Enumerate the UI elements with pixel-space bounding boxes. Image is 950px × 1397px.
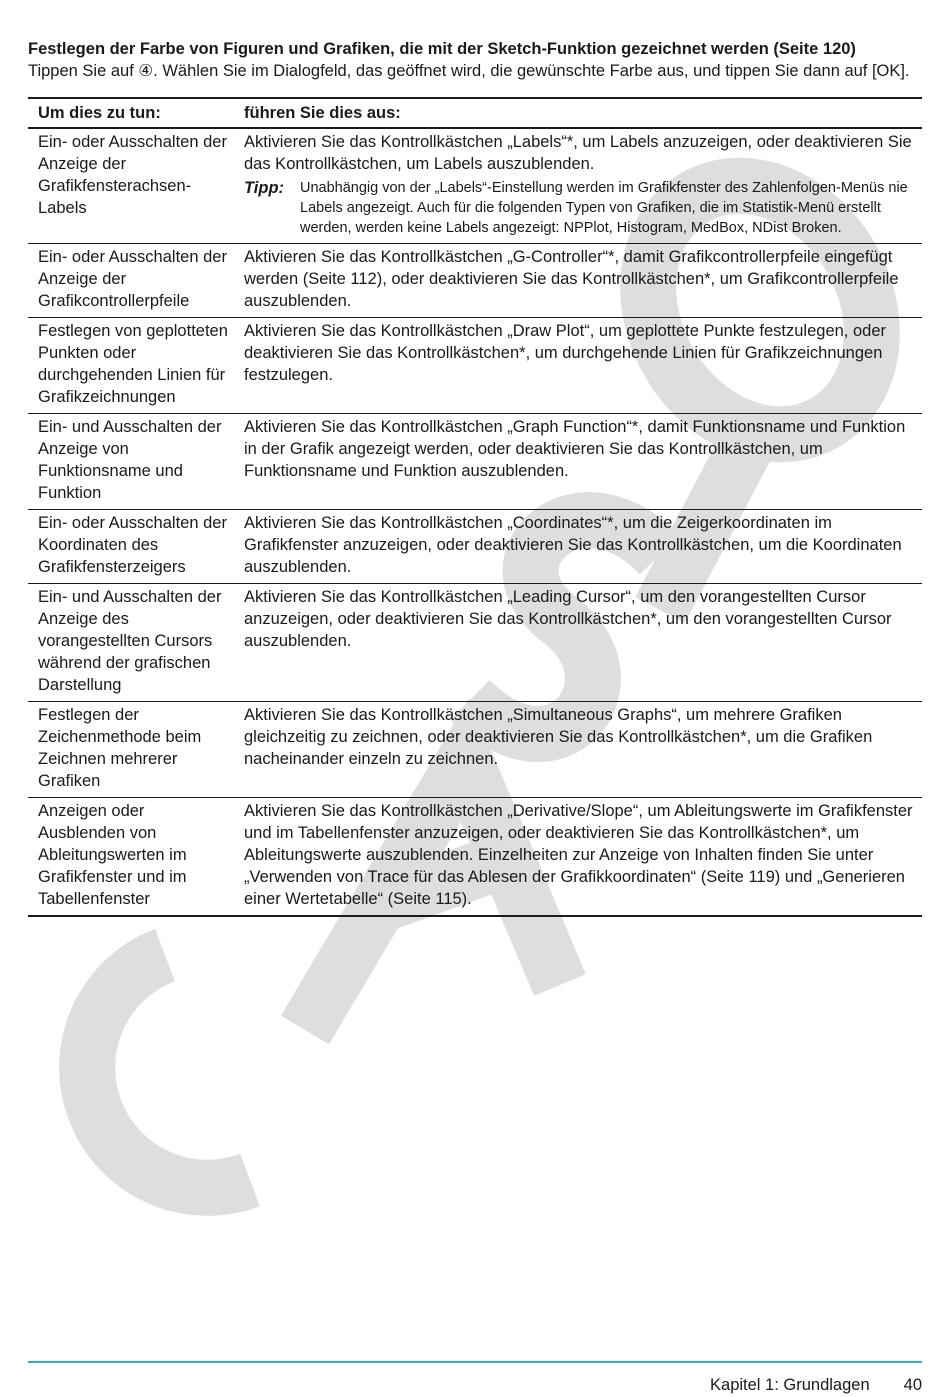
task-cell: Ein- und Ausschalten der Anzeige von Funktionsname und Funktion bbox=[28, 414, 234, 510]
action-cell: Aktivieren Sie das Kontrollkästchen „Draw Plot“, um geplottete Punkte festzulegen, oder deaktivieren Sie das Kontrollkästchen*, um durchgehende Linien für Grafikzeichnungen festzulegen. bbox=[234, 318, 922, 414]
table-header-row bbox=[28, 98, 922, 128]
table-row bbox=[28, 510, 922, 584]
table-row bbox=[28, 414, 922, 510]
column-header-task: Um dies zu tun: bbox=[28, 98, 234, 128]
action-cell: Aktivieren Sie das Kontrollkästchen „G-Controller“*, damit Grafikcontrollerpfeile eingefügt werden (Seite 112), oder deaktivieren Sie das Kontrollkästchen*, um Grafikcontrollerpfeile auszublenden. bbox=[234, 244, 922, 318]
footer-rule bbox=[28, 1361, 922, 1363]
section-intro: Tippen Sie auf ④. Wählen Sie im Dialogfeld, das geöffnet wird, die gewünschte Farbe aus, und tippen Sie dann auf [OK]. bbox=[28, 62, 910, 80]
tip-label: Tipp: bbox=[244, 179, 285, 197]
action-cell: Aktivieren Sie das Kontrollkästchen „Coordinates“*, um die Zeigerkoordinaten im Grafikfenster anzuzeigen, oder deaktivieren Sie das Kontrollkästchen, um die Koordinaten auszublenden. bbox=[234, 510, 922, 584]
table-row bbox=[28, 798, 922, 917]
page-footer bbox=[28, 1374, 922, 1396]
column-header-action: führen Sie dies aus: bbox=[234, 98, 922, 128]
action-text: Aktivieren Sie das Kontrollkästchen „Labels“*, um Labels anzuzeigen, oder deaktivieren Sie das Kontrollkästchen, um Labels auszublenden. bbox=[244, 133, 912, 173]
task-cell: Ein- und Ausschalten der Anzeige des vorangestellten Cursors während der grafischen Darstellung bbox=[28, 584, 234, 702]
table-row bbox=[28, 702, 922, 798]
tip-note bbox=[244, 177, 922, 238]
table-row bbox=[28, 128, 922, 244]
operations-table bbox=[28, 97, 922, 917]
task-cell: Ein- oder Ausschalten der Anzeige der Grafikcontrollerpfeile bbox=[28, 244, 234, 318]
action-cell bbox=[234, 128, 922, 244]
task-cell: Festlegen von geplotteten Punkten oder durchgehenden Linien für Grafikzeichnungen bbox=[28, 318, 234, 414]
action-cell: Aktivieren Sie das Kontrollkästchen „Simultaneous Graphs“, um mehrere Grafiken gleichzeitig zu zeichnen, oder deaktivieren Sie das Kontrollkästchen*, um die Grafiken nacheinander einzeln zu zeichnen. bbox=[234, 702, 922, 798]
task-cell: Ein- oder Ausschalten der Anzeige der Grafikfensterachsen-Labels bbox=[28, 128, 234, 244]
page-number: 40 bbox=[903, 1376, 922, 1394]
table-row bbox=[28, 244, 922, 318]
action-cell: Aktivieren Sie das Kontrollkästchen „Leading Cursor“, um den vorangestellten Cursor anzuzeigen, oder deaktivieren Sie das Kontrollkästchen*, um den vorangestellten Cursor auszublenden. bbox=[234, 584, 922, 702]
page-content bbox=[28, 38, 922, 917]
tip-text: Unabhängig von der „Labels“-Einstellung werden im Grafikfenster des Zahlenfolgen-Menüs nie Labels angezeigt. Auch für die folgenden Typen von Grafiken, die im Statistik-Menü erstellt werden, werden keine Labels angezeigt: NPPlot, Histogram, MedBox, NDist Broken. bbox=[300, 180, 908, 236]
action-cell: Aktivieren Sie das Kontrollkästchen „Graph Function“*, damit Funktionsname und Funktion in der Grafik angezeigt werden, oder deaktivieren Sie das Kontrollkästchen, um Funktionsname und Funktion auszublenden. bbox=[234, 414, 922, 510]
table-row bbox=[28, 318, 922, 414]
task-cell: Anzeigen oder Ausblenden von Ableitungswerten im Grafikfenster und im Tabellenfenster bbox=[28, 798, 234, 917]
table-row bbox=[28, 584, 922, 702]
task-cell: Ein- oder Ausschalten der Koordinaten des Grafikfensterzeigers bbox=[28, 510, 234, 584]
section-heading: Festlegen der Farbe von Figuren und Grafiken, die mit der Sketch-Funktion gezeichnet werden (Seite 120) bbox=[28, 40, 856, 58]
task-cell: Festlegen der Zeichenmethode beim Zeichnen mehrerer Grafiken bbox=[28, 702, 234, 798]
action-cell: Aktivieren Sie das Kontrollkästchen „Derivative/Slope“, um Ableitungswerte im Grafikfenster und im Tabellenfenster anzuzeigen, oder deaktivieren Sie das Kontrollkästchen*, um Ableitungswerte auszublenden. Einzelheiten zur Anzeige von Inhalten finden Sie unter „Verwenden von Trace für das Ablesen der Grafikkoordinaten“ (Seite 119) und „Generieren einer Wertetabelle“ (Seite 115). bbox=[234, 798, 922, 917]
footer-chapter: Kapitel 1: Grundlagen bbox=[710, 1376, 870, 1394]
